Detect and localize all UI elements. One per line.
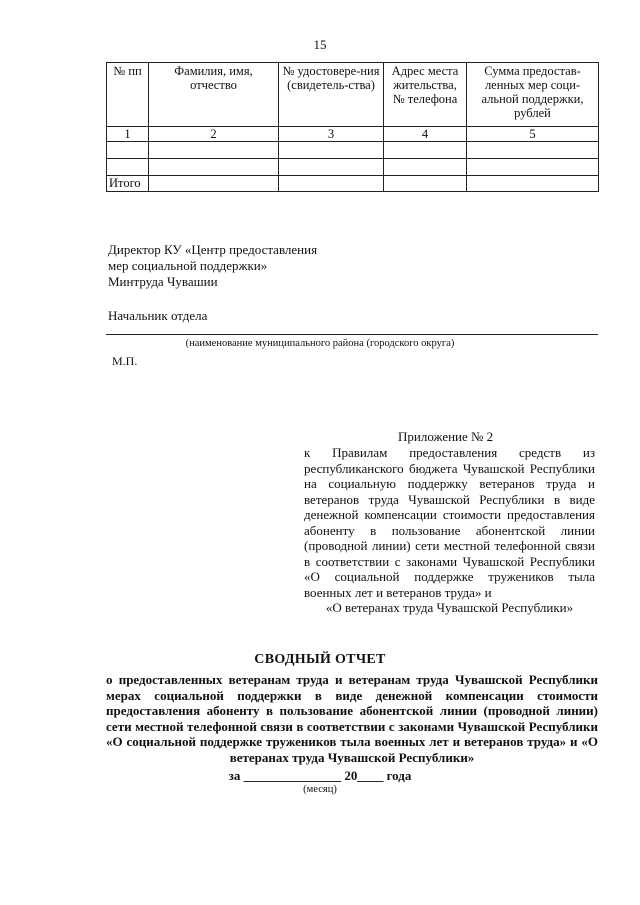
table-header-row [107, 63, 599, 127]
report-title: СВОДНЫЙ ОТЧЕТ [254, 652, 386, 667]
stamp-label: М.П. [112, 354, 138, 368]
head-of-department: Начальник отдела [108, 308, 208, 323]
table-cell [279, 176, 384, 192]
table-row [107, 142, 599, 159]
total-row [107, 176, 599, 192]
column-number: 3 [279, 127, 384, 142]
director-title-line2: мер социальной поддержки» [108, 258, 268, 273]
table-cell [384, 159, 467, 176]
table-cell [467, 159, 599, 176]
table-cell [467, 176, 599, 192]
table-cell [149, 176, 279, 192]
column-number: 2 [149, 127, 279, 142]
column-number: 4 [384, 127, 467, 142]
header-number: № пп [107, 63, 149, 127]
table-cell [279, 159, 384, 176]
column-number-row [107, 127, 599, 142]
appendix-text-main: к Правилам предоставления средств из республиканского бюджета Чувашской Республики на социальную поддержку ветеранов труда и ветеранов труда Чувашской Республики в виде денежной компенсации стоимости предоставления абоненту в пользование абонентской линии (проводной линии) сети местной телефонной связи в соответствии с законами Чувашской Республики «О социальной поддержке тружеников тыла военных лет и ветеранов труда» и [304, 445, 595, 600]
municipality-line [106, 334, 598, 335]
table-cell [467, 142, 599, 159]
column-number: 5 [467, 127, 599, 142]
table-cell [384, 142, 467, 159]
period-line: за _______________ 20____ года [228, 768, 412, 783]
table-row [107, 159, 599, 176]
table-cell [107, 142, 149, 159]
director-title-line1: Директор КУ «Центр предоставления [108, 242, 318, 257]
table-cell [279, 142, 384, 159]
header-certificate: № удостовере-ния (свидетель-ства) [279, 63, 384, 127]
table-cell [384, 176, 467, 192]
table-cell [107, 159, 149, 176]
municipality-caption: (наименование муниципального района (городского округа) [185, 338, 455, 349]
table-cell [149, 159, 279, 176]
header-amount: Сумма предостав-ленных мер соци-альной поддержки, рублей [467, 63, 599, 127]
page-number: 15 [313, 37, 327, 52]
period-caption: (месяц) [303, 784, 337, 795]
appendix-text [304, 445, 595, 616]
recipients-table [106, 62, 599, 192]
header-address: Адрес места жительства, № телефона [384, 63, 467, 127]
table-cell [149, 142, 279, 159]
header-full-name: Фамилия, имя, отчество [149, 63, 279, 127]
total-label: Итого [107, 176, 149, 192]
appendix-text-last: «О ветеранах труда Чувашской Республики» [325, 600, 574, 615]
appendix-title: Приложение № 2 [398, 429, 494, 444]
column-number: 1 [107, 127, 149, 142]
report-description: о предоставленных ветеранам труда и ветеранам труда Чувашской Республики мерах социальной поддержки в виде денежной компенсации стоимости предоставления абоненту в пользование абонентской линии (проводной линии) сети местной телефонной связи в соответствии с законами Чувашской Республики «О социальной поддержке тружеников тыла военных лет и ветеранов труда» и «О ветеранах труда Чувашской Республики» [106, 672, 598, 765]
director-title-line3: Минтруда Чувашии [108, 274, 218, 289]
